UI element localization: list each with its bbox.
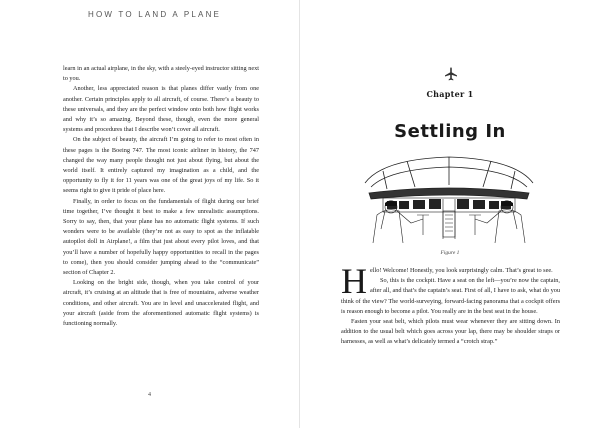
- opening-text: ello! Welcome! Honestly, you look surprisingly calm. That’s great to see.: [370, 267, 553, 274]
- page-number: 4: [148, 392, 151, 398]
- chapter-title: Settling In: [394, 121, 506, 142]
- drop-cap: H: [341, 261, 367, 301]
- cockpit-illustration: [363, 149, 535, 244]
- paragraph: So, this is the cockpit. Have a seat on the left—you’re now the captain, after all, and that’s the captain’s seat. First of all, I have to ask, what do you think of the view? The world-surveying, forward-facing panorama that a cockpit offers is reason enough to become a pilot. You really are in the best seat in the house.: [341, 277, 560, 315]
- running-head: HOW TO LAND A PLANE: [88, 10, 222, 19]
- paragraph: Another, less appreciated reason is that planes differ vastly from one another. Certain principles apply to all aircraft, of course. There’s a beauty to these universals, and they are the perfect window onto both how flight works and why it’s so amazing. Beyond these, though, even the more general systems and procedures that I describe won’t cover all aircraft.: [63, 85, 259, 134]
- figure-caption: Figure 1: [440, 250, 460, 256]
- paragraph: Finally, in order to focus on the fundamentals of flight during our brief time together, I’ve thought it best to make a few unrealistic assumptions. Sorry to say, then, that your plane has no automatic flight systems. If such wonders were to be available (they’re not as easy to spot as the inflatable autopilot doll in Airplane!, a film that just about every pilot loves, and that you’ll have a number of hopefully happy opportunities to recall in the pages to come), then you should consider jumping ahead to the “communicate” section of Chapter 2.: [63, 197, 259, 277]
- paragraph: learn in an actual airplane, in the sky, with a steely-eyed instructor sitting next to you.: [63, 65, 259, 83]
- paragraph: Fasten your seat belt, which pilots must wear whenever they are sitting down. In addition to the usual belt which goes across your lap, there may be shoulder straps or harnesses, as well as what’s delicately termed a “crotch strap.”: [341, 318, 560, 346]
- right-body-text: [341, 261, 560, 348]
- left-body-text: [63, 64, 259, 329]
- book-gutter: [299, 0, 300, 428]
- paragraph: On the subject of beauty, the aircraft I’m going to refer to most often in these pages is the Boeing 747. The most iconic airliner in history, the 747 changed the way many people thought not just about flying, but about the world itself. It entirely captured my imagination as a child, and the opportunity to fly it for 11 years was one of the great joys of my life. So it seems right to give it pride of place here.: [63, 136, 259, 195]
- airplane-icon: [443, 66, 459, 82]
- chapter-label: Chapter 1: [426, 89, 474, 99]
- paragraph: Looking on the bright side, though, when you take control of your aircraft, it’s cruising at an altitude that is free of mountains, adverse weather conditions, and other aircraft. You are in level and unaccelerated flight, and your aircraft (aside from the aforementioned automatic flight systems) is functioning normally.: [63, 279, 259, 328]
